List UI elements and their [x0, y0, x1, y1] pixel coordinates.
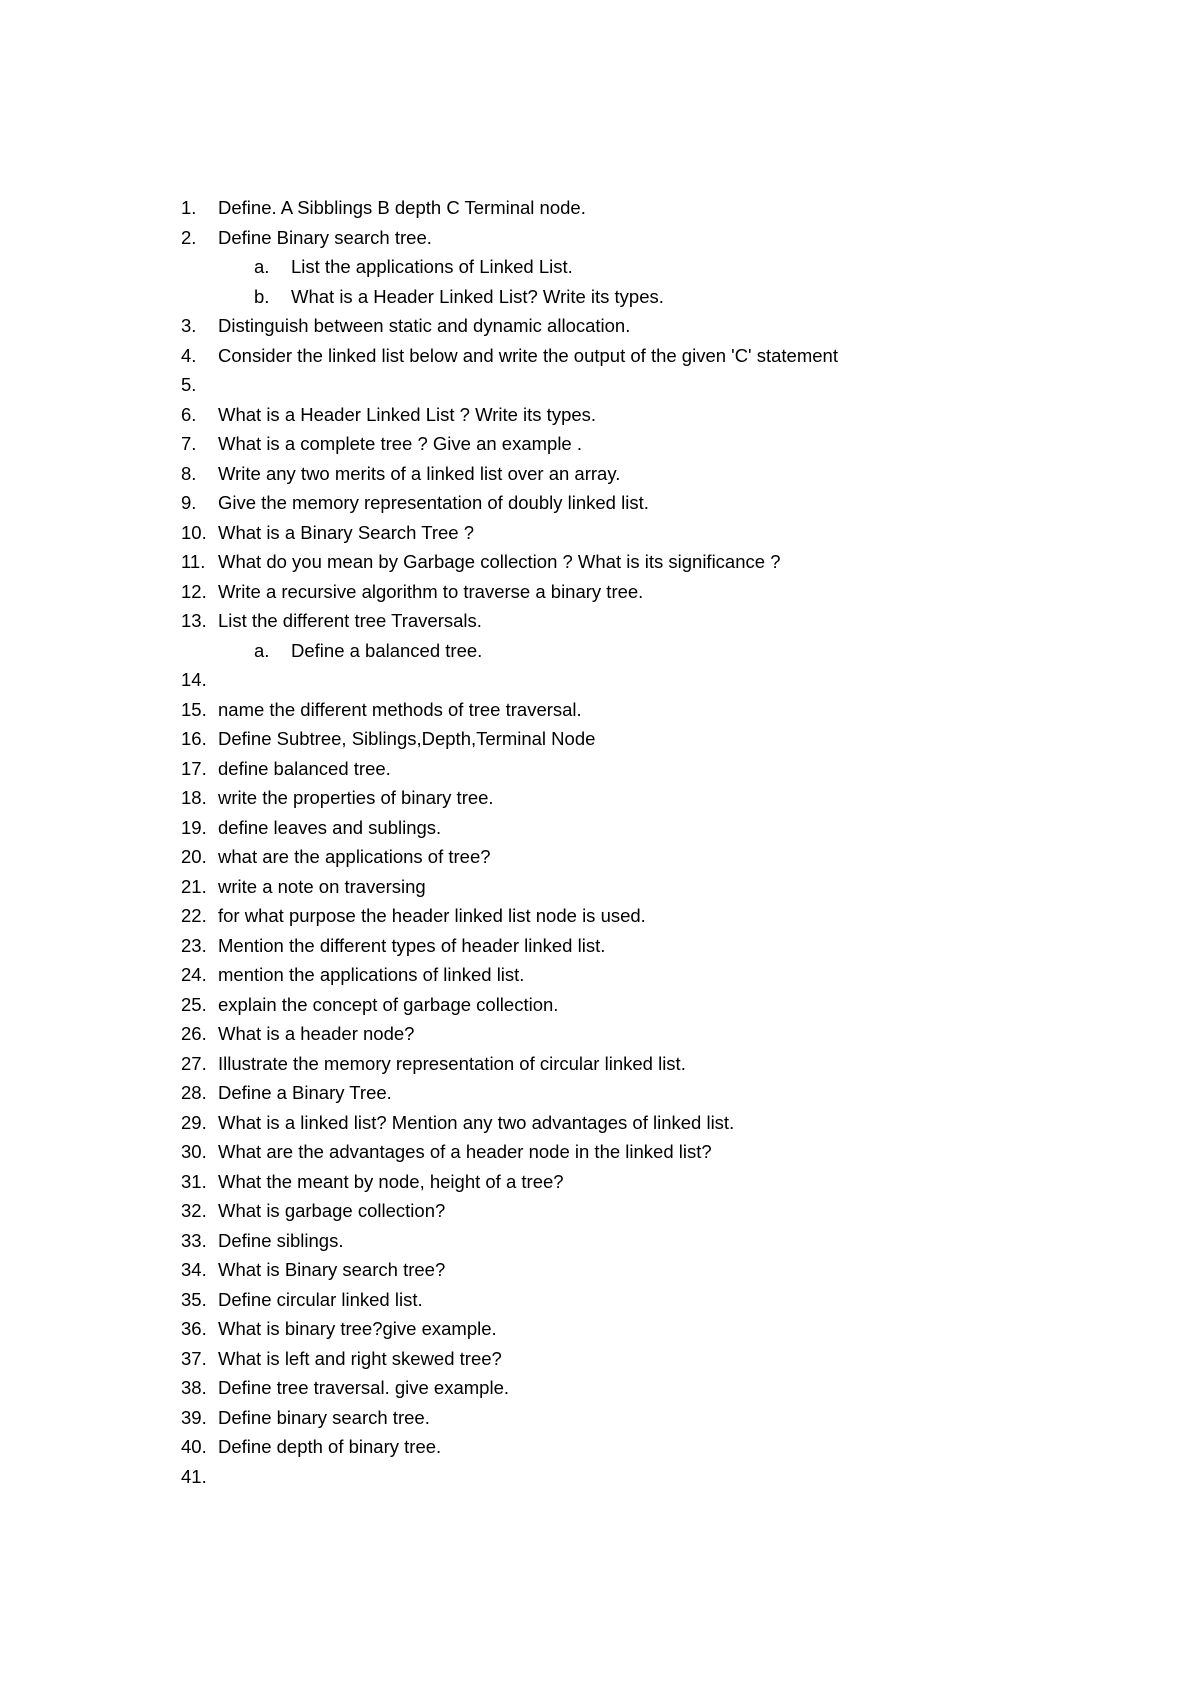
item-number: 35. — [181, 1288, 207, 1310]
list-item — [0, 341, 1200, 371]
list-item — [0, 518, 1200, 548]
item-number: 36. — [181, 1318, 207, 1339]
item-number: 32. — [181, 1200, 207, 1221]
list-item — [0, 311, 1200, 341]
item-number: 40. — [181, 1436, 207, 1457]
item-text: List the applications of Linked List. — [291, 256, 573, 277]
list-item — [0, 1373, 1200, 1403]
item-number: 27. — [181, 1052, 207, 1074]
list-item — [0, 754, 1200, 784]
item-text: Define Subtree, Siblings,Depth,Terminal Node — [218, 728, 596, 749]
item-text: write a note on traversing — [218, 875, 426, 897]
item-number: 25. — [181, 993, 207, 1015]
item-number: 17. — [181, 757, 207, 779]
item-number: 29. — [181, 1111, 207, 1133]
item-number: 3. — [181, 315, 197, 336]
item-number: 20. — [181, 846, 207, 867]
list-item — [0, 1196, 1200, 1226]
list-item — [0, 1403, 1200, 1433]
item-text: Define depth of binary tree. — [218, 1436, 442, 1457]
item-number: 15. — [181, 698, 207, 720]
list-item — [0, 193, 1200, 223]
question-list — [0, 193, 1200, 1491]
list-item — [0, 665, 1200, 695]
list-item — [0, 1108, 1200, 1138]
item-text: What the meant by node, height of a tree? — [218, 1170, 564, 1192]
item-number: 6. — [181, 403, 197, 425]
item-text: What is Binary search tree? — [218, 1259, 446, 1280]
item-text: name the different methods of tree traversal. — [218, 698, 582, 720]
list-item — [0, 1226, 1200, 1256]
item-text: Define siblings. — [218, 1229, 344, 1251]
list-item — [0, 783, 1200, 813]
item-number: 1. — [181, 197, 197, 218]
item-text: what are the applications of tree? — [218, 846, 491, 867]
item-text: Define tree traversal. give example. — [218, 1377, 509, 1398]
list-item — [0, 1285, 1200, 1315]
list-item — [0, 872, 1200, 902]
item-number: a. — [254, 639, 270, 661]
item-text: write the properties of binary tree. — [218, 787, 494, 808]
item-text: What is a Binary Search Tree ? — [218, 521, 475, 543]
list-item — [0, 813, 1200, 843]
item-number: 37. — [181, 1347, 207, 1369]
list-item — [0, 842, 1200, 872]
list-item — [0, 695, 1200, 725]
item-number: 33. — [181, 1229, 207, 1251]
item-text: What is garbage collection? — [218, 1200, 446, 1221]
item-text: Mention the different types of header linked list. — [218, 934, 606, 956]
list-item — [0, 1314, 1200, 1344]
item-number: 26. — [181, 1023, 207, 1044]
item-number: 14. — [181, 669, 207, 690]
item-text: Define Binary search tree. — [218, 226, 432, 248]
item-number: 11. — [181, 551, 206, 572]
item-number: 2. — [181, 226, 197, 248]
list-item — [0, 901, 1200, 931]
item-number: 22. — [181, 905, 207, 926]
item-number: 10. — [181, 521, 207, 543]
item-number: 23. — [181, 934, 207, 956]
list-item — [0, 370, 1200, 400]
item-number: 38. — [181, 1377, 207, 1398]
sub-list-item — [0, 252, 1200, 282]
item-number: 16. — [181, 728, 207, 749]
item-text: What is left and right skewed tree? — [218, 1347, 502, 1369]
sub-list-item — [0, 636, 1200, 666]
item-text: What do you mean by Garbage collection ? What is its significance ? — [218, 551, 781, 572]
item-number: a. — [254, 256, 270, 277]
item-number: 5. — [181, 374, 197, 395]
list-item — [0, 931, 1200, 961]
item-number: 28. — [181, 1082, 207, 1103]
item-text: What is binary tree?give example. — [218, 1318, 497, 1339]
item-text: for what purpose the header linked list node is used. — [218, 905, 646, 926]
list-item — [0, 990, 1200, 1020]
item-text: Define circular linked list. — [218, 1288, 423, 1310]
item-text: Write a recursive algorithm to traverse a binary tree. — [218, 580, 644, 602]
item-number: b. — [254, 285, 270, 307]
item-text: define leaves and sublings. — [218, 816, 442, 838]
item-text: Define a Binary Tree. — [218, 1082, 392, 1103]
list-item — [0, 1049, 1200, 1079]
list-item — [0, 459, 1200, 489]
list-item — [0, 1432, 1200, 1462]
list-item — [0, 400, 1200, 430]
list-item — [0, 223, 1200, 253]
item-text: explain the concept of garbage collection. — [218, 993, 559, 1015]
item-text: Illustrate the memory representation of circular linked list. — [218, 1052, 686, 1074]
item-text: Consider the linked list below and write the output of the given 'C' statement — [218, 344, 838, 366]
item-text: Write any two merits of a linked list over an array. — [218, 462, 621, 484]
list-item — [0, 1462, 1200, 1492]
item-number: 24. — [181, 964, 207, 985]
item-number: 30. — [181, 1141, 207, 1162]
item-number: 34. — [181, 1259, 207, 1280]
item-text: What is a Header Linked List? Write its types. — [291, 285, 664, 307]
item-text: mention the applications of linked list. — [218, 964, 525, 985]
item-number: 19. — [181, 816, 207, 838]
item-text: What is a complete tree ? Give an example . — [218, 433, 583, 454]
item-number: 21. — [181, 875, 207, 897]
list-item — [0, 724, 1200, 754]
list-item — [0, 547, 1200, 577]
sub-list-item — [0, 282, 1200, 312]
list-item — [0, 1167, 1200, 1197]
list-item — [0, 1344, 1200, 1374]
list-item — [0, 1019, 1200, 1049]
list-item — [0, 1078, 1200, 1108]
item-text: Define a balanced tree. — [291, 639, 483, 661]
list-item — [0, 488, 1200, 518]
item-text: What is a linked list? Mention any two advantages of linked list. — [218, 1111, 735, 1133]
list-item — [0, 606, 1200, 636]
list-item — [0, 960, 1200, 990]
item-number: 31. — [181, 1170, 207, 1192]
item-number: 4. — [181, 344, 197, 366]
item-text: Distinguish between static and dynamic allocation. — [218, 315, 631, 336]
item-text: Define binary search tree. — [218, 1406, 430, 1428]
item-number: 13. — [181, 610, 207, 631]
list-item — [0, 577, 1200, 607]
item-number: 12. — [181, 580, 207, 602]
item-text: Give the memory representation of doubly linked list. — [218, 492, 649, 513]
item-text: define balanced tree. — [218, 757, 391, 779]
item-text: List the different tree Traversals. — [218, 610, 482, 631]
item-number: 41. — [181, 1465, 207, 1487]
item-number: 8. — [181, 462, 197, 484]
item-text: What is a Header Linked List ? Write its types. — [218, 403, 597, 425]
item-text: What are the advantages of a header node in the linked list? — [218, 1141, 712, 1162]
list-item — [0, 429, 1200, 459]
list-item — [0, 1137, 1200, 1167]
item-number: 39. — [181, 1406, 207, 1428]
item-number: 9. — [181, 492, 197, 513]
item-text: Define. A Sibblings B depth C Terminal node. — [218, 197, 586, 218]
item-text: What is a header node? — [218, 1023, 415, 1044]
item-number: 7. — [181, 433, 197, 454]
item-number: 18. — [181, 787, 207, 808]
list-item — [0, 1255, 1200, 1285]
